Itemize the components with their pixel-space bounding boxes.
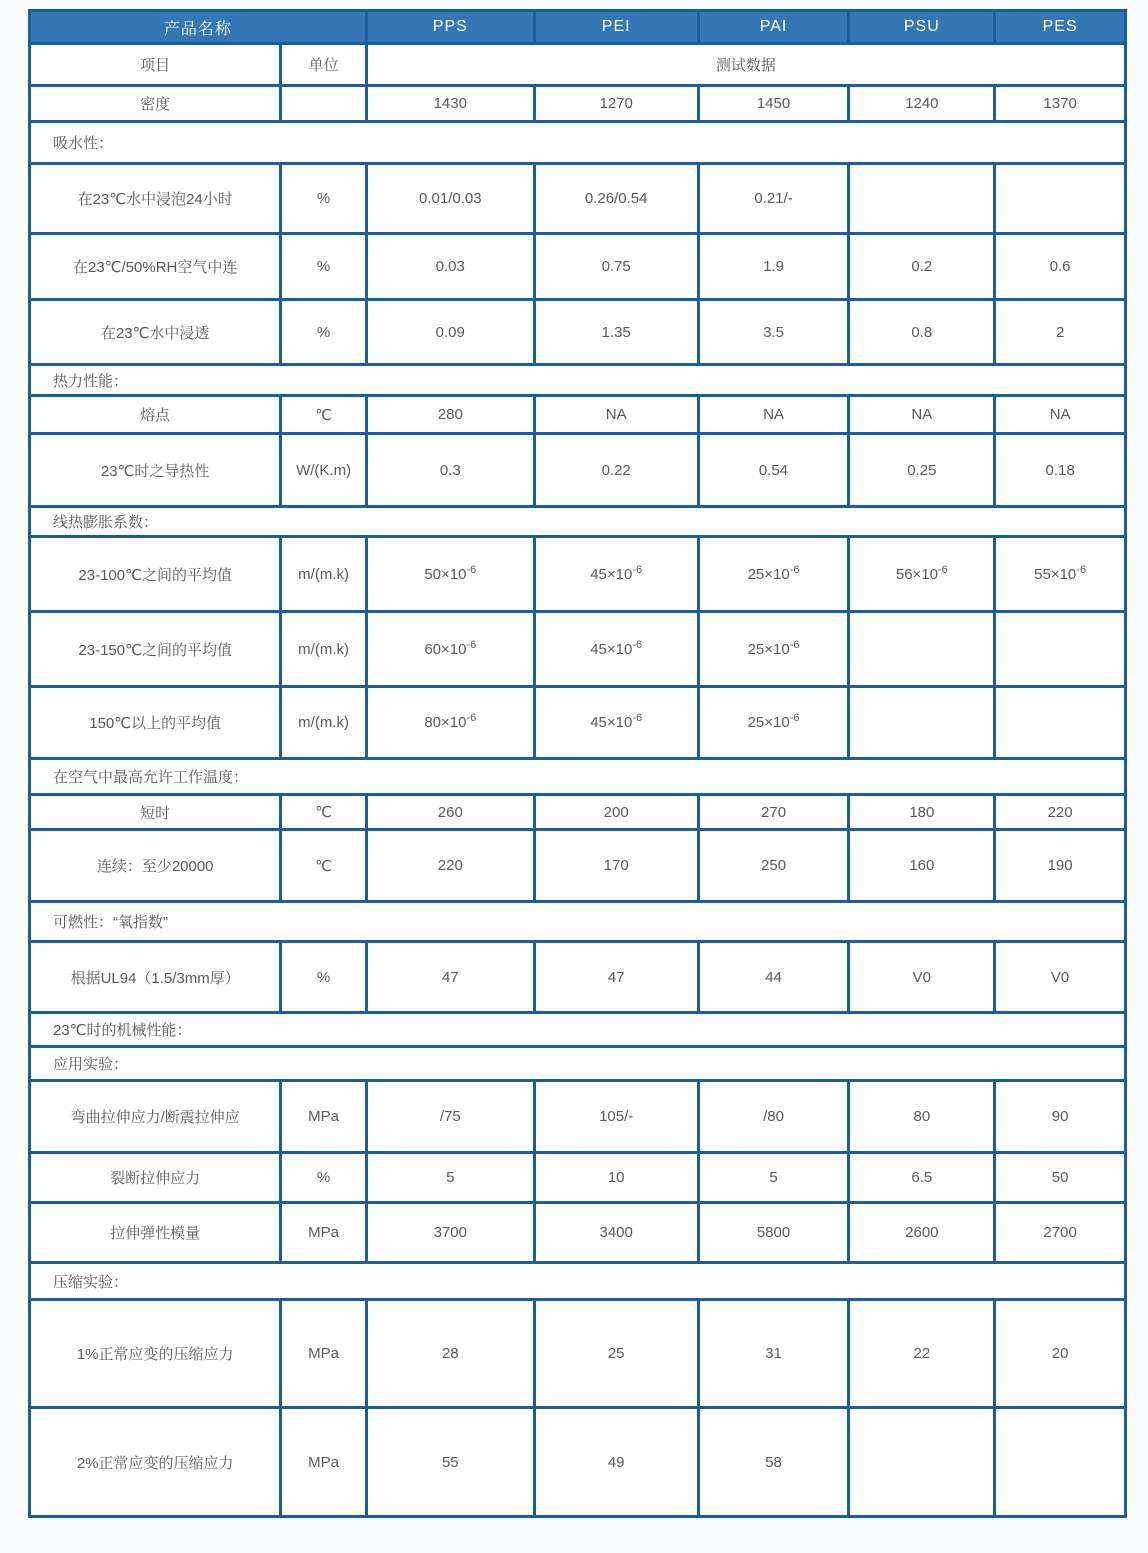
item-header: 项目: [30, 44, 281, 86]
value-cell: 44: [698, 942, 849, 1013]
table-row-water-immersion: [30, 300, 1126, 365]
value-cell: 49: [534, 1408, 698, 1517]
value-cell: NA: [995, 396, 1126, 434]
value-cell: 5800: [698, 1203, 849, 1263]
table-row-thermal-conductivity: [30, 434, 1126, 507]
unit-header: 单位: [281, 44, 366, 86]
value-cell: 220: [995, 795, 1126, 830]
value-cell: 220: [366, 830, 534, 902]
table-row-bend-tensile: [30, 1081, 1126, 1153]
value-cell: 1450: [698, 86, 849, 122]
value-exponent: -6: [789, 563, 800, 576]
value-cell: 200: [534, 795, 698, 830]
value-cell: 180: [849, 795, 995, 830]
value-cell: 260: [366, 795, 534, 830]
value-cell: 0.8: [849, 300, 995, 365]
column-header-pai: PAI: [698, 11, 849, 44]
value-exponent: -6: [466, 563, 477, 576]
value-text: 45×10: [590, 640, 633, 658]
table-row-short-term: [30, 795, 1126, 830]
value-cell: 25: [534, 1300, 698, 1408]
row-label: 1%正常应变的压缩应力: [30, 1300, 281, 1408]
value-text: 80×10: [424, 714, 467, 731]
value-cell: [534, 612, 698, 687]
value-cell: 0.26/0.54: [534, 164, 698, 234]
value-cell: [534, 687, 698, 759]
value-cell: [366, 687, 534, 759]
value-cell: 1430: [366, 86, 534, 122]
value-cell: 250: [698, 830, 849, 902]
row-label: 23℃时之导热性: [30, 434, 281, 507]
unit-cell: ℃: [281, 795, 366, 830]
section-label: 可燃性：“氧指数”: [30, 902, 1126, 942]
value-cell: 2: [995, 300, 1126, 365]
value-cell: 2600: [849, 1203, 995, 1263]
value-exponent: -6: [938, 563, 948, 576]
value-cell: 10: [534, 1153, 698, 1203]
row-label: 在23℃水中浸泡24小时: [30, 164, 281, 234]
value-cell: 0.2: [849, 234, 995, 300]
value-cell: 0.03: [366, 234, 534, 300]
value-cell: [995, 612, 1126, 687]
section-label: 应用实验：: [30, 1047, 1126, 1081]
unit-cell: %: [281, 234, 366, 300]
unit-cell: %: [281, 164, 366, 234]
section-label: 热力性能：: [30, 365, 1126, 396]
row-label: 在23℃水中浸透: [30, 300, 281, 365]
section-label: 线热膨胀系数：: [30, 507, 1126, 537]
value-cell: 2700: [995, 1203, 1126, 1263]
value-cell: 0.21/-: [698, 164, 849, 234]
value-cell: 1.35: [534, 300, 698, 365]
table-row-melting-point: [30, 396, 1126, 434]
unit-cell: MPa: [281, 1300, 366, 1408]
section-label: 在空气中最高允许工作温度：: [30, 759, 1126, 795]
value-cell: 1270: [534, 86, 698, 122]
value-text: 25×10: [747, 640, 790, 658]
value-cell: 55: [366, 1408, 534, 1517]
column-header-pes: PES: [995, 11, 1126, 44]
value-exponent: -6: [1076, 563, 1087, 576]
value-cell: 3700: [366, 1203, 534, 1263]
value-cell: V0: [995, 942, 1126, 1013]
value-text: 55×10: [1034, 565, 1077, 583]
table-row-avg-23-150: [30, 612, 1126, 687]
value-cell: [698, 537, 849, 612]
section-label: 吸水性：: [30, 122, 1126, 164]
value-cell: 280: [366, 396, 534, 434]
value-exponent: -6: [789, 712, 800, 724]
value-cell: [849, 537, 995, 612]
value-cell: 47: [366, 942, 534, 1013]
table-row-tensile-modulus: [30, 1203, 1126, 1263]
section-label: 23℃时的机械性能：: [30, 1013, 1126, 1047]
value-cell: [849, 687, 995, 759]
value-cell: [849, 612, 995, 687]
value-cell: [366, 537, 534, 612]
value-cell: V0: [849, 942, 995, 1013]
value-cell: 0.3: [366, 434, 534, 507]
unit-cell: ℃: [281, 830, 366, 902]
unit-cell: %: [281, 300, 366, 365]
value-cell: 50: [995, 1153, 1126, 1203]
value-exponent: -6: [632, 712, 643, 724]
row-label: 在23℃/50%RH空气中连: [30, 234, 281, 300]
value-text: 60×10: [424, 640, 467, 658]
value-text: 56×10: [895, 565, 938, 583]
value-exponent: -6: [632, 563, 643, 576]
test-data-header: 测试数据: [366, 44, 1125, 86]
value-text: 45×10: [590, 714, 633, 731]
value-text: 25×10: [747, 714, 790, 731]
row-label: 弯曲拉伸应力/断震拉伸应: [30, 1081, 281, 1153]
table-row-comp-1pct: [30, 1300, 1126, 1408]
value-cell: 0.01/0.03: [366, 164, 534, 234]
value-cell: 22: [849, 1300, 995, 1408]
table-header-row: [30, 11, 1126, 44]
unit-cell: MPa: [281, 1203, 366, 1263]
value-cell: /75: [366, 1081, 534, 1153]
value-cell: 3.5: [698, 300, 849, 365]
value-cell: [995, 687, 1126, 759]
value-cell: 5: [698, 1153, 849, 1203]
row-label: 150℃以上的平均值: [30, 687, 281, 759]
section-row-compression: [30, 1263, 1126, 1300]
section-row-max-temp: [30, 759, 1126, 795]
value-cell: 3400: [534, 1203, 698, 1263]
value-cell: 90: [995, 1081, 1126, 1153]
value-cell: [995, 537, 1126, 612]
unit-cell: ℃: [281, 396, 366, 434]
product-name-header: 产品名称: [30, 11, 367, 44]
value-cell: 47: [534, 942, 698, 1013]
unit-cell: MPa: [281, 1408, 366, 1517]
row-label: 2%正常应变的压缩应力: [30, 1408, 281, 1517]
value-text: 25×10: [747, 565, 790, 583]
value-text: 50×10: [424, 565, 467, 583]
value-cell: 58: [698, 1408, 849, 1517]
subheader-row: [30, 44, 1126, 86]
table-row-comp-2pct: [30, 1408, 1126, 1517]
value-exponent: -6: [466, 638, 477, 651]
value-cell: 80: [849, 1081, 995, 1153]
table-row-soak-24h: [30, 164, 1126, 234]
value-cell: 1370: [995, 86, 1126, 122]
column-header-pps: PPS: [366, 11, 534, 44]
row-label: 密度: [30, 86, 281, 122]
value-exponent: -6: [466, 712, 477, 724]
value-cell: 0.09: [366, 300, 534, 365]
section-row-thermal: [30, 365, 1126, 396]
row-label: 裂断拉伸应力: [30, 1153, 281, 1203]
value-cell: NA: [534, 396, 698, 434]
column-header-pei: PEI: [534, 11, 698, 44]
value-text: 45×10: [590, 565, 633, 583]
value-cell: NA: [849, 396, 995, 434]
unit-cell: %: [281, 1153, 366, 1203]
row-label: 23-150℃之间的平均值: [30, 612, 281, 687]
value-cell: 0.25: [849, 434, 995, 507]
value-cell: [849, 164, 995, 234]
row-label: 熔点: [30, 396, 281, 434]
table-row-avg-150-plus: [30, 687, 1126, 759]
unit-cell: W/(K.m): [281, 434, 366, 507]
value-exponent: -6: [632, 638, 643, 651]
value-cell: [995, 1408, 1126, 1517]
row-label: 短时: [30, 795, 281, 830]
table-row-avg-23-100: [30, 537, 1126, 612]
row-label: 根据UL94（1.5/3mm厚）: [30, 942, 281, 1013]
section-label: 压缩实验：: [30, 1263, 1126, 1300]
unit-cell: m/(m.k): [281, 537, 366, 612]
row-label: 23-100℃之间的平均值: [30, 537, 281, 612]
value-cell: 6.5: [849, 1153, 995, 1203]
table-row-continuous: [30, 830, 1126, 902]
value-cell: 20: [995, 1300, 1126, 1408]
row-label: 连续：至少20000: [30, 830, 281, 902]
value-cell: [366, 612, 534, 687]
section-row-flammability: [30, 902, 1126, 942]
value-cell: 160: [849, 830, 995, 902]
value-cell: 0.75: [534, 234, 698, 300]
material-properties-table: [28, 9, 1127, 1518]
value-cell: 270: [698, 795, 849, 830]
value-cell: 0.6: [995, 234, 1126, 300]
table-row-ul94: [30, 942, 1126, 1013]
row-label: 拉伸弹性模量: [30, 1203, 281, 1263]
value-cell: 28: [366, 1300, 534, 1408]
section-row-applied: [30, 1047, 1126, 1081]
value-cell: 1240: [849, 86, 995, 122]
unit-cell: [281, 86, 366, 122]
value-cell: [698, 612, 849, 687]
value-cell: 105/-: [534, 1081, 698, 1153]
value-cell: NA: [698, 396, 849, 434]
value-exponent: -6: [789, 638, 800, 651]
column-header-psu: PSU: [849, 11, 995, 44]
table-row-density: [30, 86, 1126, 122]
value-cell: 31: [698, 1300, 849, 1408]
value-cell: 0.22: [534, 434, 698, 507]
value-cell: [995, 164, 1126, 234]
section-row-mechanical: [30, 1013, 1126, 1047]
table-row-break-tensile: [30, 1153, 1126, 1203]
unit-cell: m/(m.k): [281, 687, 366, 759]
value-cell: 190: [995, 830, 1126, 902]
table-row-air-50rh: [30, 234, 1126, 300]
value-cell: 0.54: [698, 434, 849, 507]
value-cell: [849, 1408, 995, 1517]
unit-cell: m/(m.k): [281, 612, 366, 687]
unit-cell: %: [281, 942, 366, 1013]
value-cell: /80: [698, 1081, 849, 1153]
unit-cell: MPa: [281, 1081, 366, 1153]
value-cell: 170: [534, 830, 698, 902]
value-cell: 1.9: [698, 234, 849, 300]
value-cell: [698, 687, 849, 759]
value-cell: [534, 537, 698, 612]
section-row-expansion: [30, 507, 1126, 537]
section-row-absorption: [30, 122, 1126, 164]
value-cell: 0.18: [995, 434, 1126, 507]
value-cell: 5: [366, 1153, 534, 1203]
